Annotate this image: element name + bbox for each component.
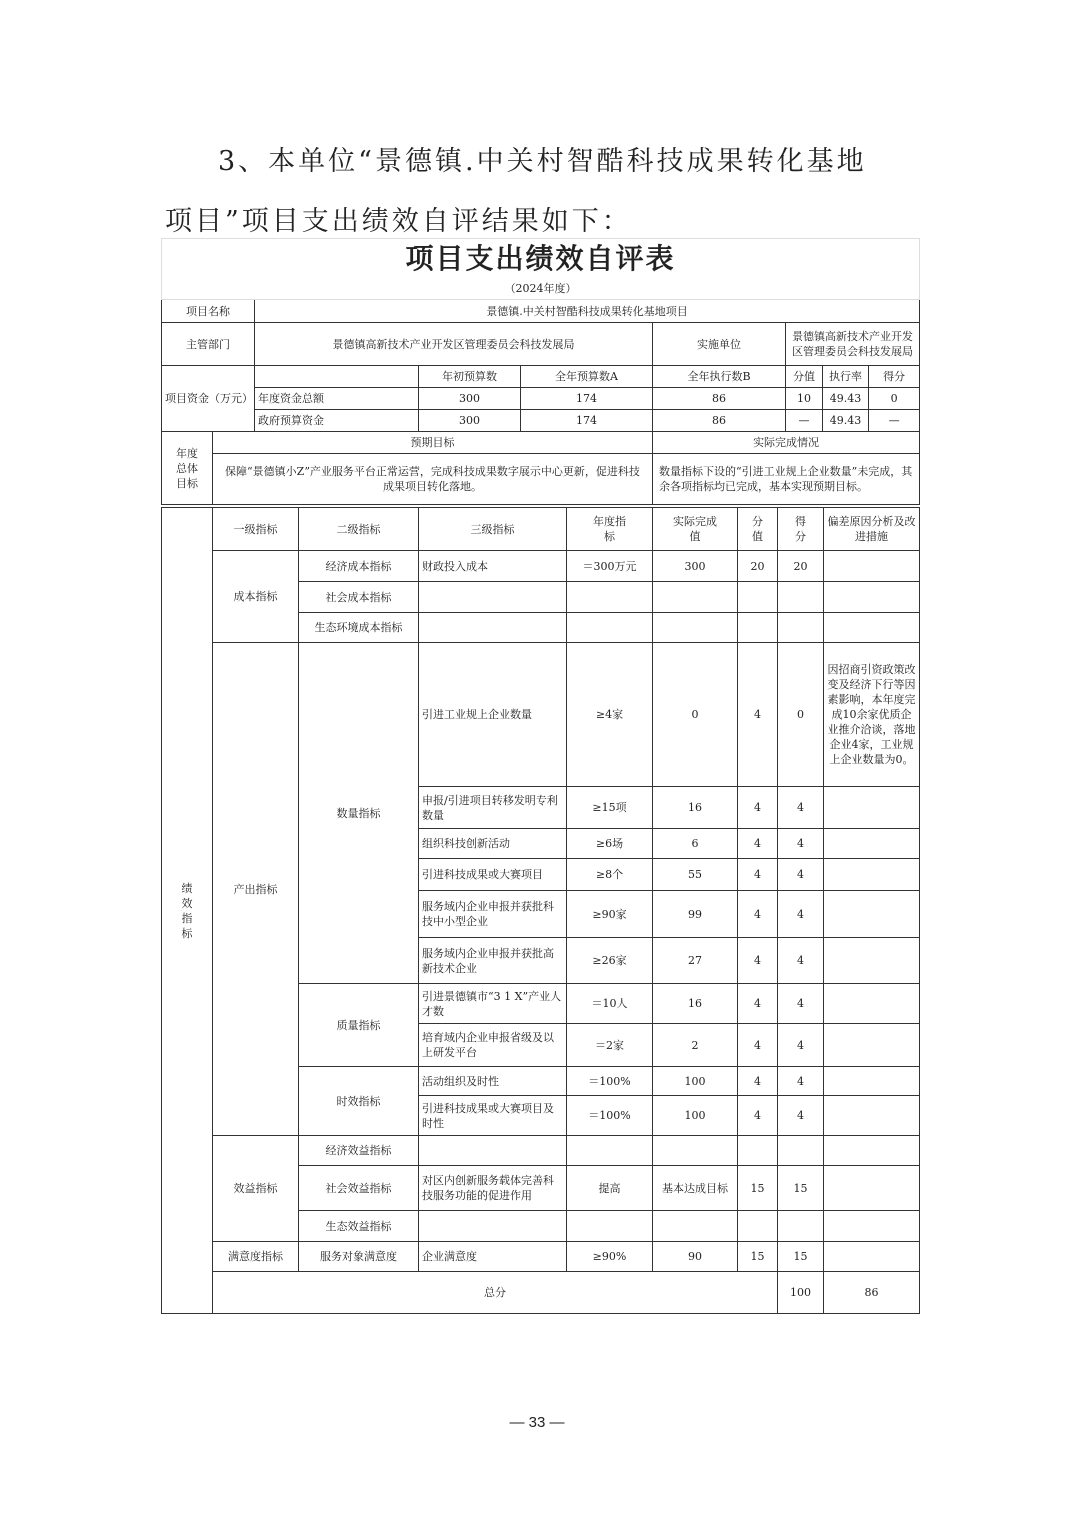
l1-benefit: 效益指标 (213, 1136, 299, 1242)
actual: 16 (653, 984, 738, 1024)
actual: 基本达成目标 (653, 1166, 738, 1211)
col-header: 二级指标 (299, 508, 419, 551)
funds-label: 项目资金（万元） (162, 366, 255, 432)
col-header: 一级指标 (213, 508, 299, 551)
col-header: 三级指标 (419, 508, 567, 551)
impl-label: 实施单位 (653, 323, 786, 366)
funds-header: 分值 (786, 366, 823, 388)
target: ＝100% (567, 1067, 653, 1096)
impl: 景德镇高新技术产业开发区管理委员会科技发展局 (786, 323, 920, 366)
total-label: 总分 (213, 1272, 778, 1314)
actual: 27 (653, 938, 738, 984)
cell: 0 (869, 388, 920, 410)
cell: — (869, 410, 920, 432)
value: 4 (738, 938, 778, 984)
l2: 经济效益指标 (299, 1136, 419, 1166)
cell: 86 (653, 410, 786, 432)
target: ＝2家 (567, 1024, 653, 1067)
target: ≥15项 (567, 787, 653, 829)
total-score: 86 (824, 1272, 920, 1314)
target: ＝10人 (567, 984, 653, 1024)
score: 4 (778, 859, 824, 891)
value: 4 (738, 787, 778, 829)
note (824, 984, 920, 1024)
funds-header: 全年执行数B (653, 366, 786, 388)
score: 4 (778, 938, 824, 984)
target: ＝300万元 (567, 551, 653, 582)
l3: 引进科技成果或大赛项目及时性 (419, 1096, 567, 1136)
target: ≥26家 (567, 938, 653, 984)
value: 4 (738, 829, 778, 859)
funds-row-name: 年度资金总额 (255, 388, 419, 410)
col-header: 实际完成值 (653, 508, 738, 551)
total-value: 100 (778, 1272, 824, 1314)
l3: 申报/引进项目转移发明专利数量 (419, 787, 567, 829)
l3: 引进景德镇市“3 1 X”产业人才数 (419, 984, 567, 1024)
note (824, 859, 920, 891)
score: 20 (778, 551, 824, 582)
cell: 174 (521, 388, 653, 410)
actual: 100 (653, 1067, 738, 1096)
value: 4 (738, 984, 778, 1024)
l3: 财政投入成本 (419, 551, 567, 582)
goals-actual: 数量指标下设的“引进工业规上企业数量”未完成，其余各项指标均已完成，基本实现预期目标。 (653, 454, 920, 505)
l2: 社会成本指标 (299, 582, 419, 613)
actual: 300 (653, 551, 738, 582)
page-number: — 33 — (509, 1414, 565, 1431)
value: 4 (738, 1096, 778, 1136)
l1-output: 产出指标 (213, 643, 299, 1136)
score: 15 (778, 1242, 824, 1272)
l3: 对区内创新服务载体完善科技服务功能的促进作用 (419, 1166, 567, 1211)
cell: 174 (521, 410, 653, 432)
value: 4 (738, 859, 778, 891)
l2: 时效指标 (299, 1067, 419, 1136)
goals-label: 年度总体目标 (162, 432, 213, 505)
l1-satisfaction: 满意度指标 (213, 1242, 299, 1272)
summary-table (161, 238, 920, 505)
note (824, 1024, 920, 1067)
cell: 300 (419, 388, 521, 410)
score: 15 (778, 1166, 824, 1211)
col-header: 年度指标 (567, 508, 653, 551)
funds-row-name: 政府预算资金 (255, 410, 419, 432)
cell: — (786, 410, 823, 432)
actual: 100 (653, 1096, 738, 1136)
actual: 90 (653, 1242, 738, 1272)
target: ≥4家 (567, 643, 653, 787)
score: 4 (778, 1067, 824, 1096)
note (824, 1242, 920, 1272)
note (824, 787, 920, 829)
cell: 300 (419, 410, 521, 432)
l3: 引进工业规上企业数量 (419, 643, 567, 787)
l2: 质量指标 (299, 984, 419, 1067)
l3: 服务域内企业申报并获批科技中小型企业 (419, 891, 567, 938)
intro-paragraph: 3、本单位“景德镇.中关村智酷科技成果转化基地项目”项目支出绩效自评结果如下： (165, 146, 867, 237)
table-title: 项目支出绩效自评表 (162, 239, 920, 279)
col-header: 偏差原因分析及改进措施 (824, 508, 920, 551)
goals-expected: 保障“景德镇小Z”产业服务平台正常运营，完成科技成果数字展示中心更新，促进科技成果项目转化落地。 (213, 454, 653, 505)
l3: 培育域内企业申报省级及以上研发平台 (419, 1024, 567, 1067)
target: ≥90% (567, 1242, 653, 1272)
score: 4 (778, 787, 824, 829)
note (824, 938, 920, 984)
goals-expected-label: 预期目标 (213, 432, 653, 454)
indicators-table (161, 507, 920, 1314)
score: 4 (778, 1096, 824, 1136)
funds-header: 执行率 (823, 366, 869, 388)
cell: 49.43 (823, 410, 869, 432)
funds-row (162, 410, 920, 432)
note (824, 1096, 920, 1136)
l3: 组织科技创新活动 (419, 829, 567, 859)
actual: 55 (653, 859, 738, 891)
actual: 99 (653, 891, 738, 938)
funds-header: 全年预算数A (521, 366, 653, 388)
cell: 86 (653, 388, 786, 410)
note (824, 829, 920, 859)
value: 4 (738, 891, 778, 938)
value: 4 (738, 1067, 778, 1096)
actual: 0 (653, 643, 738, 787)
dept-label: 主管部门 (162, 323, 255, 366)
score: 4 (778, 829, 824, 859)
value: 15 (738, 1166, 778, 1211)
target: ≥6场 (567, 829, 653, 859)
actual: 2 (653, 1024, 738, 1067)
actual: 16 (653, 787, 738, 829)
l3: 企业满意度 (419, 1242, 567, 1272)
note (824, 891, 920, 938)
value: 15 (738, 1242, 778, 1272)
l3: 活动组织及时性 (419, 1067, 567, 1096)
target: ≥8个 (567, 859, 653, 891)
l2: 社会效益指标 (299, 1166, 419, 1211)
project-name-label: 项目名称 (162, 300, 255, 323)
l2: 服务对象满意度 (299, 1242, 419, 1272)
l2: 生态效益指标 (299, 1211, 419, 1242)
score: 4 (778, 984, 824, 1024)
l2: 经济成本指标 (299, 551, 419, 582)
value: 4 (738, 1024, 778, 1067)
funds-header: 得分 (869, 366, 920, 388)
indicators-section-label: 绩效指标 (162, 508, 213, 1314)
col-header: 分值 (738, 508, 778, 551)
l1-cost: 成本指标 (213, 551, 299, 643)
dept: 景德镇高新技术产业开发区管理委员会科技发展局 (255, 323, 653, 366)
note (824, 1166, 920, 1211)
goals-actual-label: 实际完成情况 (653, 432, 920, 454)
value: 4 (738, 643, 778, 787)
target: 提高 (567, 1166, 653, 1211)
score: 4 (778, 891, 824, 938)
l3: 服务域内企业申报并获批高新技术企业 (419, 938, 567, 984)
funds-row (162, 388, 920, 410)
note (824, 551, 920, 582)
note: 因招商引资政策改变及经济下行等因素影响，本年度完成10余家优质企业推介洽谈，落地企业4家，工业规上企业数量为0。 (824, 643, 920, 787)
project-name: 景德镇.中关村智酷科技成果转化基地项目 (255, 300, 920, 323)
l3: 引进科技成果或大赛项目 (419, 859, 567, 891)
target: ≥90家 (567, 891, 653, 938)
note (824, 1067, 920, 1096)
cell: 49.43 (823, 388, 869, 410)
value: 20 (738, 551, 778, 582)
table-year: （2024年度） (162, 278, 920, 300)
l2: 数量指标 (299, 643, 419, 984)
col-header: 得分 (778, 508, 824, 551)
score: 0 (778, 643, 824, 787)
funds-header: 年初预算数 (419, 366, 521, 388)
score: 4 (778, 1024, 824, 1067)
cell: 10 (786, 388, 823, 410)
actual: 6 (653, 829, 738, 859)
target: ＝100% (567, 1096, 653, 1136)
l2: 生态环境成本指标 (299, 613, 419, 643)
